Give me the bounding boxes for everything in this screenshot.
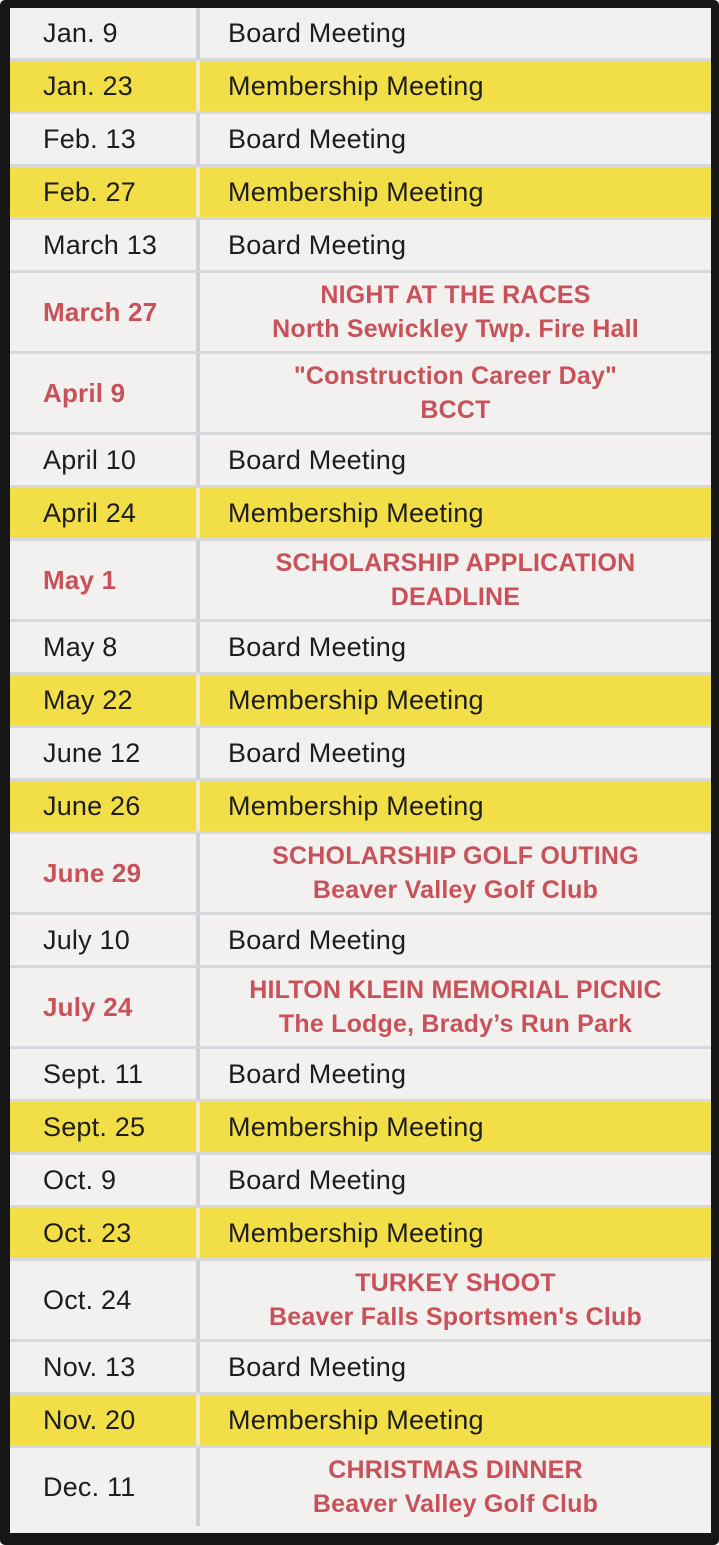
table-row <box>10 675 711 728</box>
date-text: July 24 <box>43 991 133 1022</box>
table-row <box>10 1395 711 1448</box>
table-row <box>10 61 711 114</box>
date-cell <box>10 968 200 1046</box>
date-text: May 22 <box>43 684 133 715</box>
event-cell <box>200 675 711 725</box>
table-row <box>10 915 711 968</box>
event-text: Board Meeting <box>228 17 407 48</box>
table-row-special-event <box>10 354 711 435</box>
table-row-special-event <box>10 968 711 1049</box>
date-cell <box>10 915 200 965</box>
table-row-special-event <box>10 273 711 354</box>
date-text: Oct. 9 <box>43 1164 117 1195</box>
event-cell <box>200 435 711 485</box>
event-text: Board Meeting <box>228 229 407 260</box>
event-text: Board Meeting <box>228 1351 407 1382</box>
date-text: Sept. 25 <box>43 1111 146 1142</box>
date-cell <box>10 167 200 217</box>
event-text: Board Meeting <box>228 444 407 475</box>
date-cell <box>10 1342 200 1392</box>
event-cell <box>200 1102 711 1152</box>
event-title: NIGHT AT THE RACES <box>320 281 591 309</box>
event-cell <box>200 8 711 58</box>
date-text: Oct. 24 <box>43 1284 132 1315</box>
date-cell <box>10 1102 200 1152</box>
event-text: Membership Meeting <box>228 1217 484 1248</box>
date-cell <box>10 61 200 111</box>
date-text: Feb. 27 <box>43 176 136 207</box>
event-location: The Lodge, Brady’s Run Park <box>278 1010 633 1038</box>
date-text: March 13 <box>43 229 158 260</box>
event-title: HILTON KLEIN MEMORIAL PICNIC <box>249 976 662 1004</box>
date-text: Feb. 13 <box>43 123 136 154</box>
date-cell <box>10 675 200 725</box>
event-text: Board Meeting <box>228 1164 407 1195</box>
event-cell <box>200 834 711 912</box>
table-row <box>10 1155 711 1208</box>
date-cell <box>10 354 200 432</box>
date-cell <box>10 728 200 778</box>
event-text: Board Meeting <box>228 631 407 662</box>
date-text: April 9 <box>43 377 126 408</box>
date-text: May 8 <box>43 631 118 662</box>
event-text: Membership Meeting <box>228 1404 484 1435</box>
event-cell <box>200 273 711 351</box>
table-row <box>10 1102 711 1155</box>
event-cell <box>200 915 711 965</box>
table-row <box>10 781 711 834</box>
date-cell <box>10 488 200 538</box>
event-text: Board Meeting <box>228 1058 407 1089</box>
event-cell <box>200 541 711 619</box>
event-location: BCCT <box>420 396 491 424</box>
event-cell <box>200 354 711 432</box>
event-title-line2: DEADLINE <box>390 583 521 611</box>
event-cell <box>200 1342 711 1392</box>
table-row <box>10 114 711 167</box>
event-location: North Sewickley Twp. Fire Hall <box>272 315 639 343</box>
date-cell <box>10 1448 200 1526</box>
event-cell <box>200 61 711 111</box>
event-text: Board Meeting <box>228 924 407 955</box>
date-cell <box>10 622 200 672</box>
event-title: "Construction Career Day" <box>293 362 618 390</box>
date-text: March 27 <box>43 296 158 327</box>
event-title: SCHOLARSHIP APPLICATION <box>275 549 636 577</box>
event-text: Membership Meeting <box>228 790 484 821</box>
table-row <box>10 1049 711 1102</box>
date-text: Nov. 20 <box>43 1404 136 1435</box>
date-text: Oct. 23 <box>43 1217 132 1248</box>
date-cell <box>10 834 200 912</box>
event-text: Membership Meeting <box>228 497 484 528</box>
date-cell <box>10 541 200 619</box>
date-text: April 24 <box>43 497 137 528</box>
event-cell <box>200 968 711 1046</box>
date-text: June 29 <box>43 857 142 888</box>
table-row <box>10 728 711 781</box>
date-text: May 1 <box>43 564 117 595</box>
table-row <box>10 1208 711 1261</box>
event-cell <box>200 1448 711 1526</box>
event-location: Beaver Valley Golf Club <box>312 1490 599 1518</box>
table-row <box>10 220 711 273</box>
table-row <box>10 488 711 541</box>
event-location: Beaver Valley Golf Club <box>312 876 599 904</box>
event-cell <box>200 488 711 538</box>
event-cell <box>200 1155 711 1205</box>
event-text: Membership Meeting <box>228 684 484 715</box>
date-cell <box>10 220 200 270</box>
date-cell <box>10 1261 200 1339</box>
event-text: Board Meeting <box>228 737 407 768</box>
event-cell <box>200 167 711 217</box>
event-cell <box>200 114 711 164</box>
date-text: Sept. 11 <box>43 1058 144 1089</box>
event-title: SCHOLARSHIP GOLF OUTING <box>272 842 639 870</box>
event-cell <box>200 1261 711 1339</box>
event-cell <box>200 1395 711 1445</box>
event-cell <box>200 1208 711 1258</box>
event-cell <box>200 781 711 831</box>
table-row <box>10 435 711 488</box>
date-cell <box>10 114 200 164</box>
event-text: Board Meeting <box>228 123 407 154</box>
event-cell <box>200 1049 711 1099</box>
event-text: Membership Meeting <box>228 70 484 101</box>
date-cell <box>10 435 200 485</box>
event-title: TURKEY SHOOT <box>355 1269 556 1297</box>
date-text: Dec. 11 <box>43 1471 136 1502</box>
table-row-special-event <box>10 1448 711 1526</box>
table-row-special-event <box>10 834 711 915</box>
event-cell <box>200 728 711 778</box>
date-text: Nov. 13 <box>43 1351 136 1382</box>
table-row-special-event <box>10 541 711 622</box>
date-text: June 26 <box>43 790 141 821</box>
event-title: CHRISTMAS DINNER <box>328 1456 583 1484</box>
date-cell <box>10 1155 200 1205</box>
date-cell <box>10 273 200 351</box>
date-cell <box>10 1049 200 1099</box>
table-row <box>10 8 711 61</box>
table-row <box>10 167 711 220</box>
event-cell <box>200 220 711 270</box>
date-text: Jan. 23 <box>43 70 133 101</box>
date-text: July 10 <box>43 924 130 955</box>
table-row <box>10 622 711 675</box>
event-location: Beaver Falls Sportsmen's Club <box>269 1303 642 1331</box>
date-cell <box>10 1208 200 1258</box>
date-text: June 12 <box>43 737 141 768</box>
date-cell <box>10 8 200 58</box>
date-text: April 10 <box>43 444 137 475</box>
event-text: Membership Meeting <box>228 1111 484 1142</box>
event-text: Membership Meeting <box>228 176 484 207</box>
date-cell <box>10 781 200 831</box>
date-text: Jan. 9 <box>43 17 118 48</box>
date-cell <box>10 1395 200 1445</box>
table-row <box>10 1342 711 1395</box>
event-cell <box>200 622 711 672</box>
table-row-special-event <box>10 1261 711 1342</box>
